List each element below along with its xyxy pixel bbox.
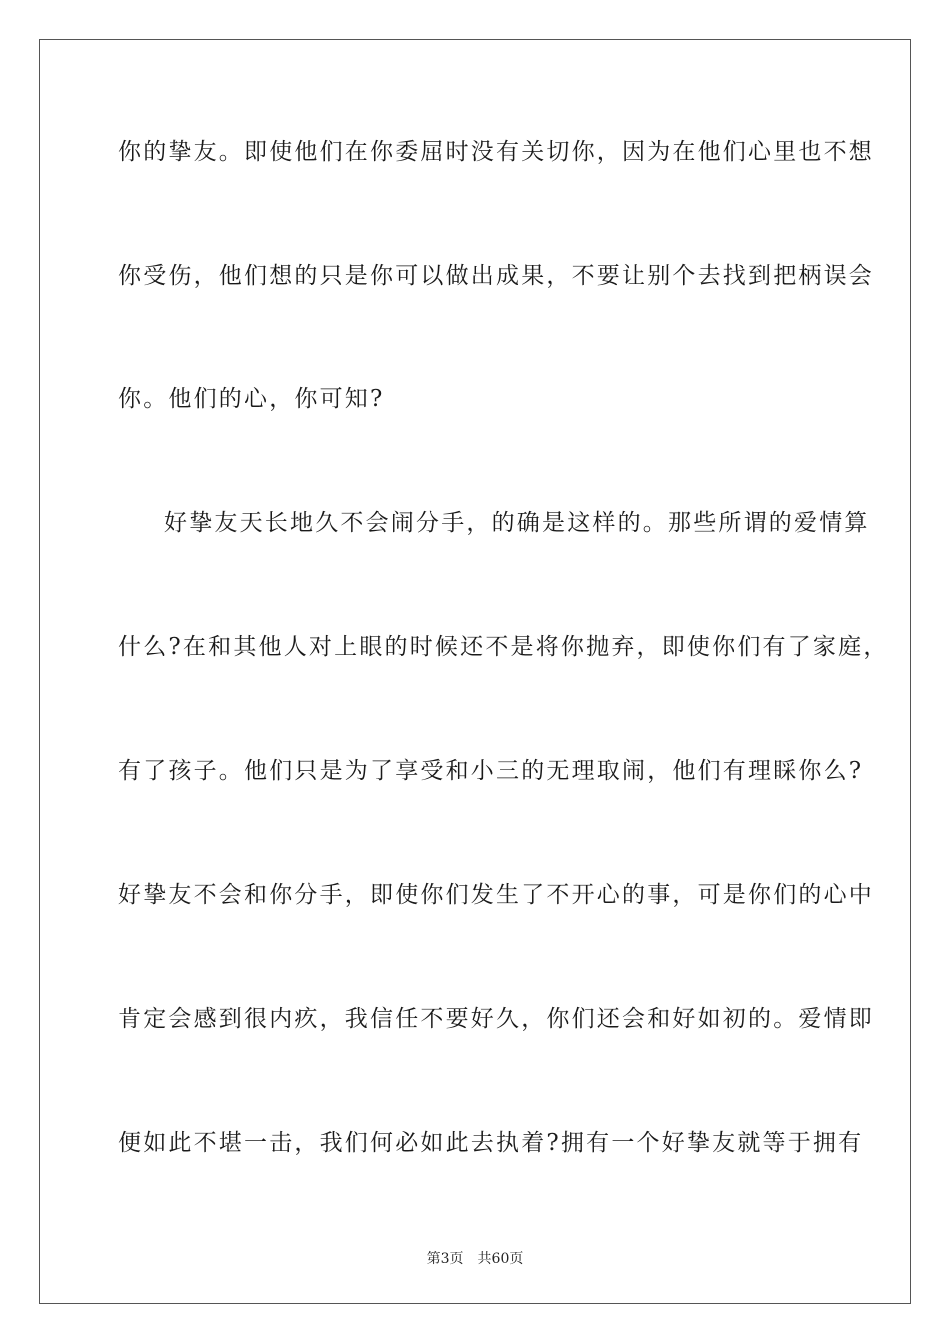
page-number-total: 共60页 [477,1251,524,1267]
body-text-line-1: 你的挚友。即使他们在你委屈时没有关切你，因为在他们心里也不想 [118,139,874,165]
page-footer [0,1248,950,1268]
body-text-line-9: 便如此不堪一击，我们何必如此去执着?拥有一个好挚友就等于拥有 [118,1130,864,1156]
body-text-line-5: 什么?在和其他人对上眼的时候还不是将你抛弃，即使你们有了家庭， [118,634,889,660]
body-text-line-7: 好挚友不会和你分手，即使你们发生了不开心的事，可是你们的心中 [118,882,874,908]
body-text-line-2: 你受伤，他们想的只是你可以做出成果，不要让别个去找到把柄误会 [118,263,874,289]
body-text-line-8: 肯定会感到很内疚，我信任不要好久，你们还会和好如初的。爱情即 [118,1006,874,1032]
page-border [39,39,911,1304]
body-text-line-4: 好挚友天长地久不会闹分手，的确是这样的。那些所谓的爱情算 [164,510,870,536]
body-text-line-3: 你。他们的心，你可知? [118,386,385,412]
body-text-line-6: 有了孩子。他们只是为了享受和小三的无理取闹，他们有理睬你么? [118,758,864,784]
page-number-current: 第3页 [426,1251,464,1267]
